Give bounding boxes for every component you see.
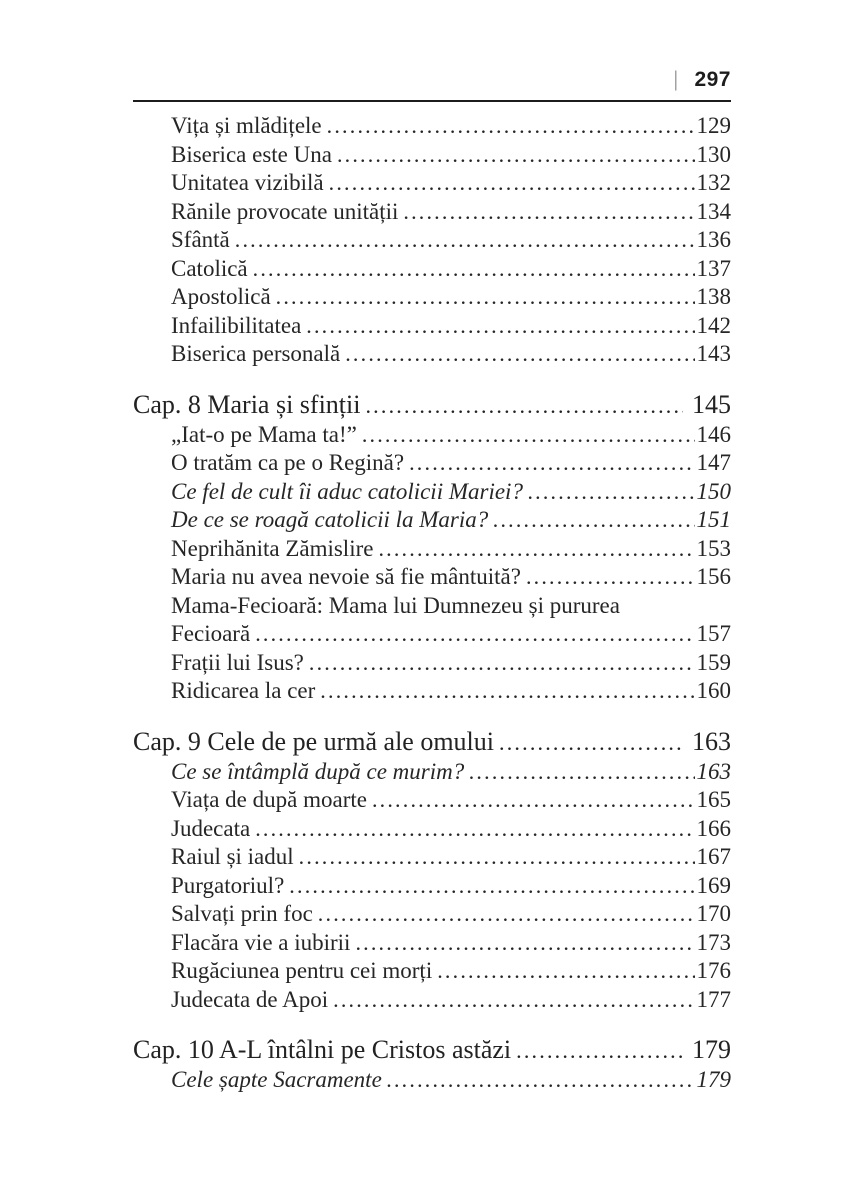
dot-leader xyxy=(362,421,695,450)
toc-entry-page: 153 xyxy=(696,535,731,561)
toc-entry xyxy=(133,1034,731,1066)
toc-entry xyxy=(133,198,731,227)
toc-entry-title: Ce se întâmplă după ce murim? xyxy=(171,758,465,784)
dot-leader xyxy=(255,620,694,649)
toc-entry xyxy=(133,506,731,535)
dot-leader xyxy=(387,1066,695,1095)
toc-entry-title: Salvați prin foc xyxy=(171,901,313,926)
toc-entry-title: Unitatea vizibilă xyxy=(171,170,324,195)
toc-entry-title: Flacăra vie a iubirii xyxy=(171,929,351,955)
toc-entry-title: Mama-Fecioară: Mama lui Dumnezeu și pururea xyxy=(171,592,620,618)
toc-entry-title: Ridicarea la cer xyxy=(171,678,316,703)
toc-entry-page: 134 xyxy=(696,198,731,224)
toc-entry-title: Ce fel de cult îi aduc catolicii Mariei? xyxy=(171,478,523,504)
toc-entry-page: 136 xyxy=(696,227,731,252)
toc-entry-page: 163 xyxy=(696,758,731,784)
toc-entry-title: O tratăm ca pe o Regină? xyxy=(171,450,405,475)
toc-entry xyxy=(133,843,731,872)
toc-entry xyxy=(133,592,731,621)
dot-leader xyxy=(409,449,694,478)
page-header xyxy=(133,68,731,92)
toc-entry-title: Viața de după moarte xyxy=(171,787,367,812)
toc-entry xyxy=(133,283,731,312)
toc-entry-page: 138 xyxy=(696,284,731,309)
toc-entry xyxy=(133,112,731,141)
dot-leader xyxy=(526,563,695,592)
toc-entry-title: Fecioară xyxy=(171,621,251,646)
table-of-contents xyxy=(133,112,731,1095)
toc-entry-page: 165 xyxy=(696,787,731,812)
dot-leader xyxy=(372,786,695,815)
toc-entry xyxy=(133,478,731,507)
toc-entry-page: 160 xyxy=(696,678,731,703)
toc-entry-title: Sfântă xyxy=(171,227,230,252)
dot-leader xyxy=(235,226,695,255)
toc-entry-page: 143 xyxy=(696,341,731,366)
toc-entry-title: Neprihănita Zămislire xyxy=(171,535,374,561)
toc-entry xyxy=(133,872,731,901)
header-rule xyxy=(133,100,731,102)
toc-entry-title: Judecata xyxy=(171,815,251,841)
toc-entry-title: Catolică xyxy=(171,255,248,281)
toc-entry xyxy=(133,726,731,758)
toc-entry-title: Biserica este Una xyxy=(171,141,332,167)
header-separator-bar: | xyxy=(673,68,678,91)
toc-entry xyxy=(133,620,731,649)
toc-entry-title: Maria nu avea nevoie să fie mântuită? xyxy=(171,564,521,589)
toc-entry-title: Apostolică xyxy=(171,284,271,309)
dot-leader xyxy=(306,312,694,341)
toc-entry-page: 150 xyxy=(696,478,731,504)
toc-entry-title: Infailibilitatea xyxy=(171,312,302,338)
dot-leader xyxy=(355,929,694,958)
toc-entry-page: 170 xyxy=(696,901,731,926)
toc-entry xyxy=(133,340,731,369)
dot-leader xyxy=(333,986,694,1015)
toc-entry xyxy=(133,421,731,450)
toc-entry xyxy=(133,758,731,787)
toc-entry-title: Cele șapte Sacramente xyxy=(171,1067,382,1092)
toc-entry-page: 167 xyxy=(696,844,731,869)
toc-entry xyxy=(133,449,731,478)
dot-leader xyxy=(253,255,695,284)
dot-leader xyxy=(329,169,695,198)
dot-leader xyxy=(255,815,694,844)
toc-entry xyxy=(133,786,731,815)
toc-entry-page: 169 xyxy=(696,872,731,898)
toc-entry-page: 147 xyxy=(696,450,731,475)
dot-leader xyxy=(337,141,695,170)
dot-leader xyxy=(493,506,694,535)
toc-entry-page: 173 xyxy=(696,929,731,955)
toc-entry-title: Vița și mlădițele xyxy=(171,113,322,138)
dot-leader xyxy=(289,872,694,901)
toc-entry-page: 159 xyxy=(696,649,731,675)
toc-entry-page: 129 xyxy=(696,113,731,138)
dot-leader xyxy=(320,677,694,706)
dot-leader xyxy=(469,758,694,787)
toc-entry-page: 156 xyxy=(696,564,731,589)
toc-entry xyxy=(133,226,731,255)
toc-entry-title: De ce se roagă catolicii la Maria? xyxy=(171,507,489,532)
dot-leader xyxy=(318,900,695,929)
toc-entry-title: Purgatoriul? xyxy=(171,872,285,898)
dot-leader xyxy=(528,478,695,507)
dot-leader xyxy=(378,535,694,564)
toc-entry-page: 179 xyxy=(696,1067,731,1092)
toc-entry-page: 166 xyxy=(696,815,731,841)
dot-leader xyxy=(276,283,695,312)
toc-entry xyxy=(133,169,731,198)
toc-entry-title: Raiul și iadul xyxy=(171,844,294,869)
dot-leader xyxy=(309,649,695,678)
toc-entry xyxy=(133,255,731,284)
toc-entry xyxy=(133,677,731,706)
dot-leader xyxy=(437,957,694,986)
toc-entry xyxy=(133,389,731,421)
toc-entry-page: 146 xyxy=(696,421,731,447)
toc-entry-page: 137 xyxy=(696,255,731,281)
toc-entry-title: Biserica personală xyxy=(171,341,341,366)
toc-entry xyxy=(133,563,731,592)
toc-entry-page: 179 xyxy=(692,1035,731,1064)
toc-entry-title: Judecata de Apoi xyxy=(171,986,329,1012)
toc-entry-page: 142 xyxy=(696,312,731,338)
toc-entry-title: „Iat-o pe Mama ta!” xyxy=(171,421,357,447)
toc-entry-page: 177 xyxy=(696,986,731,1012)
toc-entry-title: Cap. 9 Cele de pe urmă ale omului xyxy=(133,726,495,756)
toc-entry xyxy=(133,1066,731,1095)
toc-entry-title: Cap. 8 Maria și sfinții xyxy=(133,389,361,419)
toc-entry-title: Rănile provocate unității xyxy=(171,198,399,224)
toc-entry xyxy=(133,900,731,929)
toc-entry-page: 151 xyxy=(696,507,731,532)
dot-leader xyxy=(365,390,683,421)
toc-entry xyxy=(133,312,731,341)
toc-entry xyxy=(133,649,731,678)
page-number: 297 xyxy=(694,68,731,91)
toc-entry xyxy=(133,815,731,844)
dot-leader xyxy=(516,1035,683,1066)
toc-entry-page: 132 xyxy=(696,170,731,195)
toc-entry xyxy=(133,535,731,564)
dot-leader xyxy=(403,198,694,227)
toc-entry-title: Rugăciunea pentru cei morți xyxy=(171,958,433,983)
toc-entry-page: 157 xyxy=(696,621,731,646)
toc-entry xyxy=(133,141,731,170)
toc-entry xyxy=(133,957,731,986)
toc-entry-page: 163 xyxy=(692,726,731,756)
toc-entry xyxy=(133,986,731,1015)
dot-leader xyxy=(499,727,683,758)
toc-entry-title: Frații lui Isus? xyxy=(171,649,304,675)
dot-leader xyxy=(299,843,695,872)
dot-leader xyxy=(345,340,694,369)
toc-entry-page: 130 xyxy=(696,141,731,167)
dot-leader xyxy=(327,112,695,141)
toc-entry-page: 176 xyxy=(696,958,731,983)
toc-entry-title: Cap. 10 A-L întâlni pe Cristos astăzi xyxy=(133,1035,512,1064)
toc-entry-page: 145 xyxy=(692,389,731,419)
toc-entry xyxy=(133,929,731,958)
